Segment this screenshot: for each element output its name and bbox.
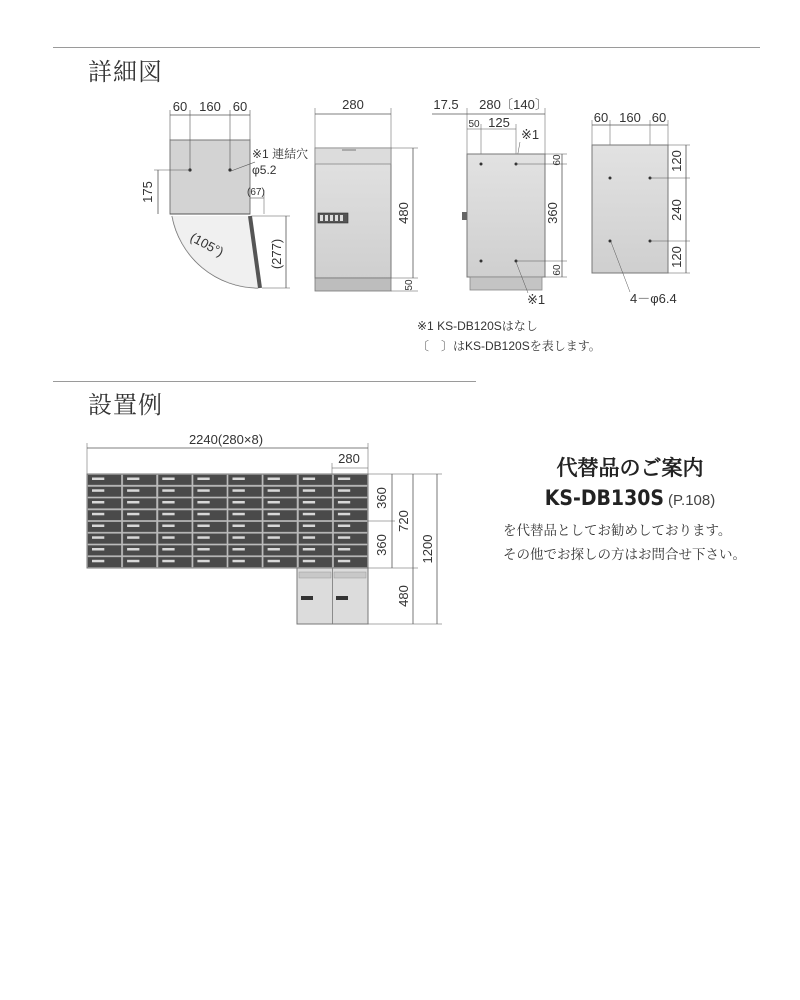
alternative-title: 代替品のご案内: [556, 456, 704, 480]
mailbox-unit-label: [92, 501, 104, 504]
mailbox-unit-label: [233, 501, 245, 504]
mailbox-unit-label: [338, 525, 350, 528]
mailbox-unit-label: [338, 501, 350, 504]
install-section-title: 設置例: [88, 391, 163, 419]
mailbox-unit-label: [162, 548, 174, 551]
mailbox-unit-label: [197, 525, 209, 528]
mailbox-unit-label: [268, 560, 280, 563]
bottom-hole-1: [609, 177, 612, 180]
mailbox-unit-label: [162, 536, 174, 539]
door-depth-dim: (277): [269, 238, 284, 270]
mailbox-unit-label: [303, 548, 315, 551]
mailbox-unit-label: [127, 548, 139, 551]
back-vert-dim-3: 60: [552, 264, 563, 276]
bottom-vert-dim-1: 120: [669, 150, 684, 172]
mailbox-unit-label: [268, 513, 280, 516]
install-unit-width: 280: [338, 451, 360, 466]
mailbox-unit-label: [92, 548, 104, 551]
mailbox-unit-label: [268, 501, 280, 504]
back-hinge: [462, 212, 467, 220]
side-view: [315, 97, 418, 291]
mailbox-unit-label: [92, 478, 104, 481]
back-note-top: ※1: [521, 127, 540, 142]
side-height-dim: 480: [396, 202, 411, 224]
mailbox-unit-label: [233, 525, 245, 528]
mailbox-unit-label: [127, 513, 139, 516]
mailbox-unit-label: [127, 489, 139, 492]
mailbox-unit-label: [197, 536, 209, 539]
mailbox-unit-label: [127, 525, 139, 528]
mailbox-unit-label: [338, 536, 350, 539]
mailbox-unit-label: [233, 548, 245, 551]
mailbox-unit-label: [268, 525, 280, 528]
bottom-dim-mid: 160: [619, 110, 641, 125]
mailbox-unit-label: [233, 489, 245, 492]
mailbox-unit-label: [162, 513, 174, 516]
mailbox-unit-label: [303, 525, 315, 528]
install-lower-dim: 480: [396, 585, 411, 607]
mailbox-unit-label: [303, 478, 315, 481]
back-sub-dim-2: 125: [488, 115, 510, 130]
detail-note-1: ※1 KS-DB120Sはなし: [417, 319, 538, 333]
mailbox-unit-label: [92, 525, 104, 528]
back-view: [432, 97, 567, 307]
bottom-vert-dim-2: 240: [669, 199, 684, 221]
front-height-dim: 175: [140, 181, 155, 203]
detail-section-title: 詳細図: [88, 58, 163, 86]
alternative-line-1: を代替品としてお勧めしております。: [503, 523, 732, 539]
back-hole-3: [480, 260, 483, 263]
front-dim-right: 60: [232, 99, 248, 114]
door-offset-dim: (67): [247, 187, 265, 198]
mailbox-unit-label: [233, 536, 245, 539]
back-vert-dim-2: 360: [545, 202, 560, 224]
alternative-model-line: [500, 486, 760, 510]
mailbox-unit-label: [92, 513, 104, 516]
mailbox-unit-label: [233, 478, 245, 481]
mailbox-unit-label: [338, 548, 350, 551]
front-dim-left: 60: [172, 99, 188, 114]
side-base-dim: 50: [404, 279, 415, 291]
mailbox-unit-label: [162, 501, 174, 504]
back-box: [467, 154, 545, 277]
mailbox-unit-label: [303, 501, 315, 504]
back-sub-dim-1: 50: [468, 119, 480, 130]
mailbox-unit-label: [197, 501, 209, 504]
mailbox-unit-label: [303, 513, 315, 516]
swing-angle-label: (105°): [187, 229, 227, 260]
mailbox-unit-label: [127, 478, 139, 481]
mailbox-unit-label: [162, 489, 174, 492]
mailbox-unit-label: [303, 536, 315, 539]
detail-note-2: 〔 〕はKS-DB120Sを表します。: [417, 339, 601, 353]
front-view: [140, 99, 308, 288]
mailbox-unit-label: [127, 560, 139, 563]
mailbox-unit-label: [268, 478, 280, 481]
mailbox-unit-label: [162, 525, 174, 528]
mailbox-unit-label: [268, 489, 280, 492]
install-total-height: 1200: [420, 534, 435, 564]
bottom-dim-left: 60: [593, 110, 609, 125]
bottom-view: [592, 110, 690, 306]
install-upper-dim: 720: [396, 510, 411, 532]
alternative-page: (P.108): [667, 492, 716, 509]
front-hole-note-1: ※1 連結穴: [252, 147, 309, 161]
mailbox-unit-label: [338, 560, 350, 563]
lower-lock-1: [301, 596, 313, 600]
install-row-dim-1: 360: [374, 487, 389, 509]
alternative-line-2: その他でお探しの方はお問合せ下さい。: [503, 547, 746, 563]
mailbox-unit-label: [268, 536, 280, 539]
mailbox-unit-label: [338, 513, 350, 516]
mailbox-unit-label: [233, 560, 245, 563]
back-left-offset: 17.5: [433, 97, 459, 112]
side-base: [315, 278, 391, 291]
front-box: [170, 140, 250, 214]
mailbox-unit-label: [92, 560, 104, 563]
lower-lock-2: [336, 596, 348, 600]
side-width-dim: 280: [342, 97, 364, 112]
mailbox-unit-label: [162, 478, 174, 481]
mailbox-unit-label: [338, 489, 350, 492]
install-row-dim-2: 360: [374, 534, 389, 556]
bottom-box: [592, 145, 668, 273]
back-width-alt: 〔140〕: [500, 97, 548, 112]
mailbox-unit-label: [197, 478, 209, 481]
back-base: [470, 277, 542, 290]
back-width-dim: 280: [479, 97, 501, 112]
mailbox-unit-label: [197, 548, 209, 551]
bottom-dim-right: 60: [651, 110, 667, 125]
mailbox-unit-label: [197, 489, 209, 492]
mailbox-unit-label: [338, 478, 350, 481]
mailbox-unit-label: [268, 548, 280, 551]
mailbox-unit-label: [233, 513, 245, 516]
mailbox-unit-label: [127, 501, 139, 504]
mailbox-unit-label: [303, 560, 315, 563]
install-total-width: 2240(280×8): [188, 432, 264, 447]
bottom-hole-label: 4－φ6.4: [630, 291, 677, 306]
mailbox-unit-label: [92, 489, 104, 492]
install-diagram: [87, 432, 442, 624]
back-vert-dim-1: 60: [552, 154, 563, 166]
back-note-bottom: ※1: [527, 292, 546, 307]
bottom-vert-dim-3: 120: [669, 246, 684, 268]
mailbox-unit-label: [127, 536, 139, 539]
back-hole-1: [480, 163, 483, 166]
front-dim-mid: 160: [199, 99, 221, 114]
alternative-model[interactable]: KS-DB130S: [544, 486, 664, 510]
mailbox-unit-label: [303, 489, 315, 492]
mailbox-unit-label: [197, 560, 209, 563]
mailbox-unit-label: [197, 513, 209, 516]
mailbox-unit-label: [162, 560, 174, 563]
mailbox-unit-label: [92, 536, 104, 539]
front-hole-note-2: φ5.2: [252, 163, 277, 177]
